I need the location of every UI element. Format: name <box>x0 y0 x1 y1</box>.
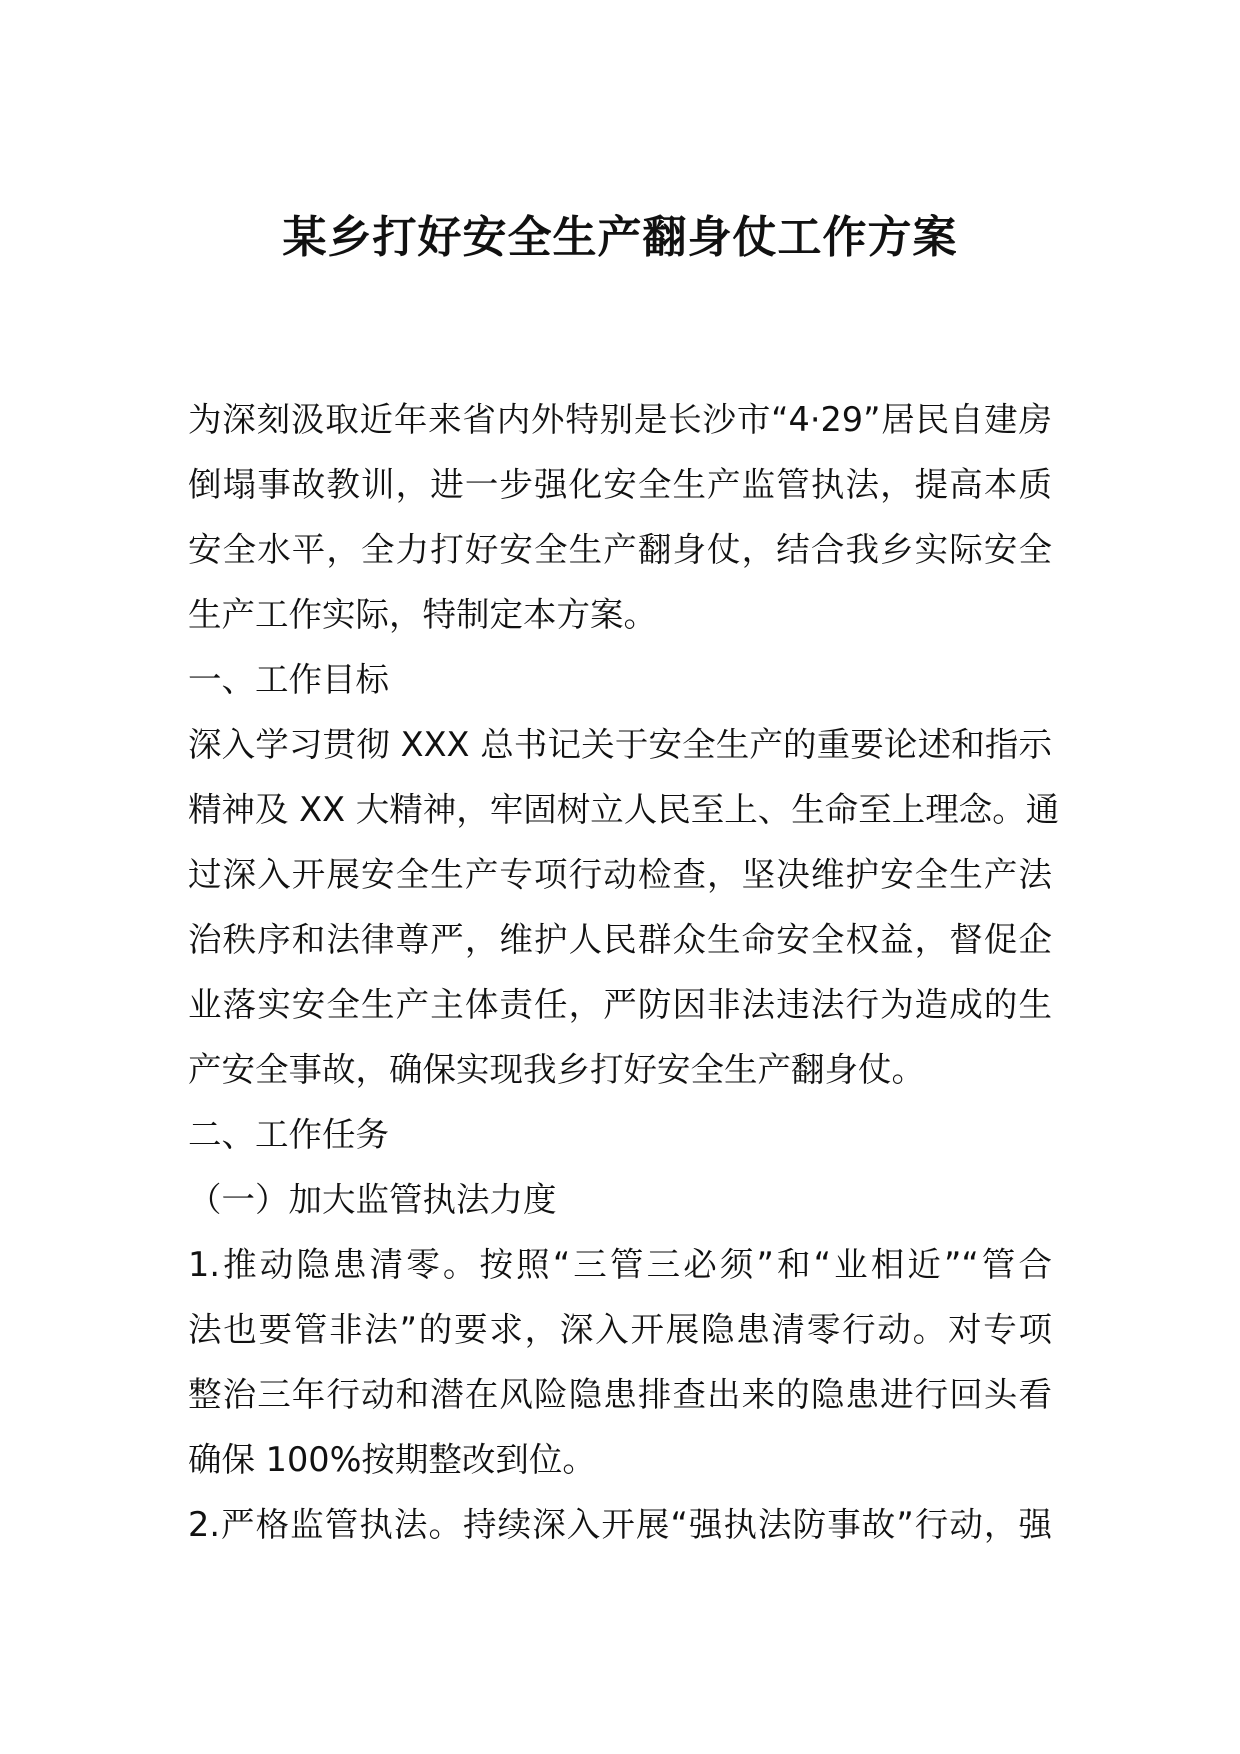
text-line-17: 确保 100%按期整改到位。 <box>188 1440 596 1479</box>
text-line-18: 2.严格监管执法。持续深入开展“强执法防事故”行动，强 <box>188 1505 1052 1544</box>
text-line-10: 业落实安全生产主体责任，严防因非法违法行为造成的生 <box>188 985 1052 1024</box>
text-line-6: 深入学习贯彻 XXX 总书记关于安全生产的重要论述和指示 <box>188 725 1052 764</box>
document-title: 某乡打好安全生产翻身仗工作方案 <box>282 212 958 263</box>
text-line-16: 整治三年行动和潜在风险隐患排查出来的隐患进行回头看 <box>188 1375 1052 1414</box>
subsection-heading-1: （一）加大监管执法力度 <box>188 1180 557 1219</box>
text-line-8: 过深入开展安全生产专项行动检查，坚决维护安全生产法 <box>188 855 1052 894</box>
text-line-4: 生产工作实际，特制定本方案。 <box>188 595 657 634</box>
text-line-11: 产安全事故，确保实现我乡打好安全生产翻身仗。 <box>188 1050 925 1089</box>
text-line-9: 治秩序和法律尊严，维护人民群众生命安全权益，督促企 <box>188 920 1052 959</box>
text-line-1: 为深刻汲取近年来省内外特别是长沙市“4·29”居民自建房 <box>188 400 1052 439</box>
text-line-3: 安全水平，全力打好安全生产翻身仗，结合我乡实际安全 <box>188 530 1052 569</box>
section-heading-tasks: 二、工作任务 <box>188 1115 389 1154</box>
text-line-14: 1.推动隐患清零。按照“三管三必须”和“业相近”“管合 <box>188 1245 1052 1284</box>
text-line-2: 倒塌事故教训，进一步强化安全生产监管执法，提高本质 <box>188 465 1052 504</box>
document-body <box>188 387 1060 1557</box>
text-line-7: 精神及 XX 大精神，牢固树立人民至上、生命至上理念。通 <box>188 790 1060 829</box>
section-heading-goals: 一、工作目标 <box>188 660 389 699</box>
text-line-15: 法也要管非法”的要求，深入开展隐患清零行动。对专项 <box>188 1310 1052 1349</box>
